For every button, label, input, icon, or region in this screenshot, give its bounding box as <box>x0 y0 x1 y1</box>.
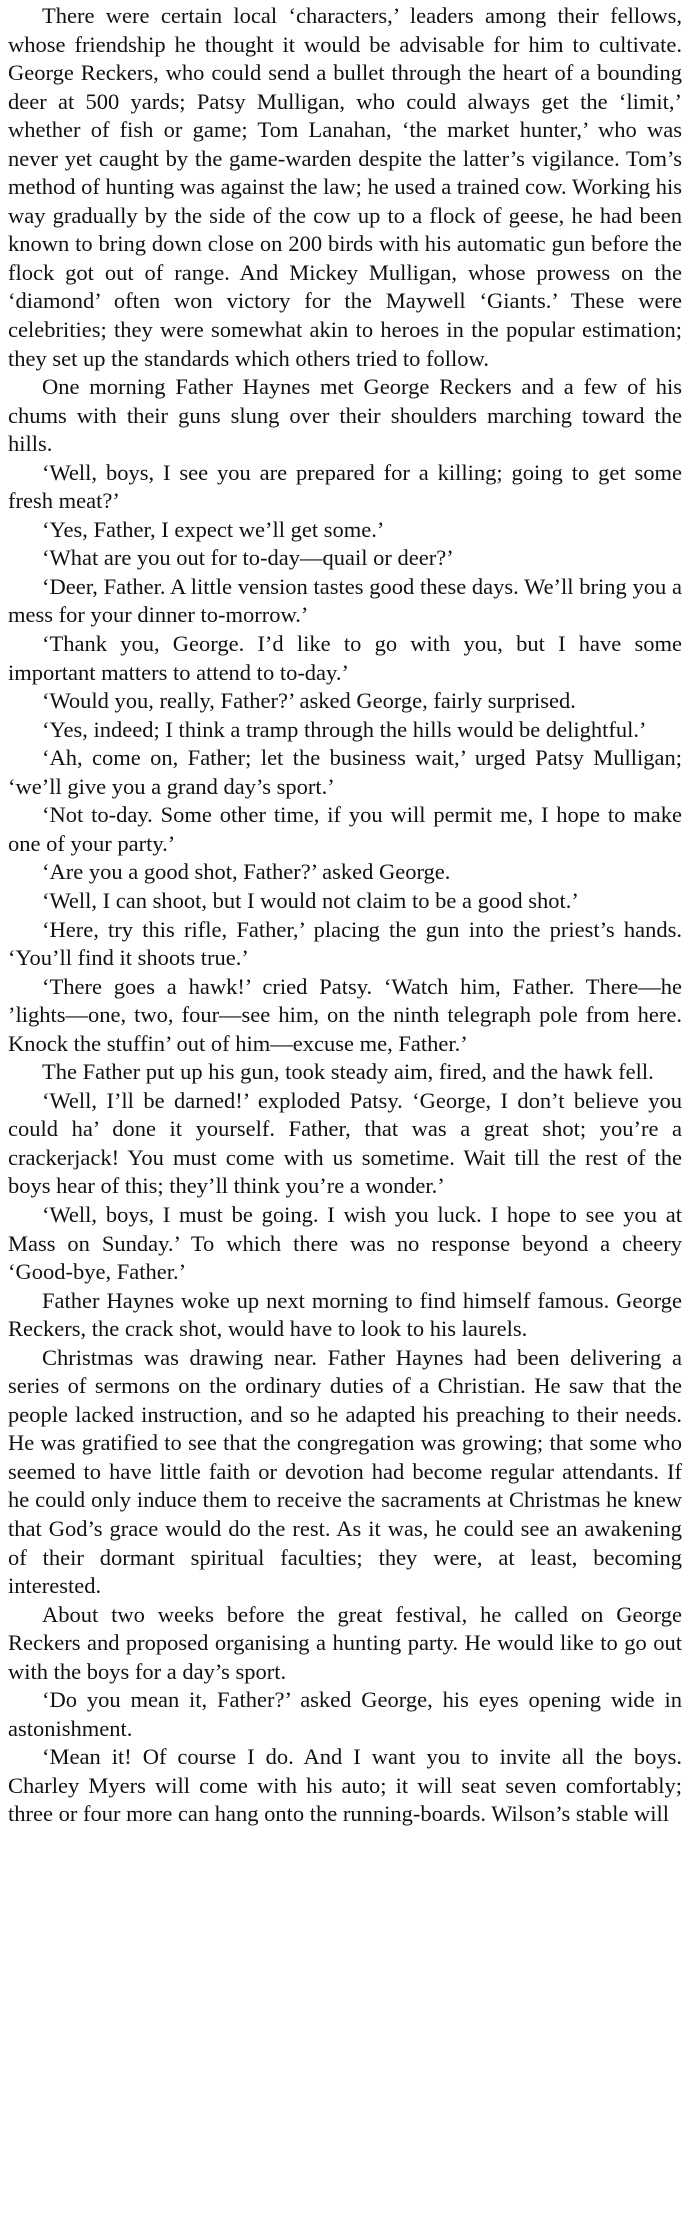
paragraph-dialogue-do-you-mean-it: ‘Do you mean it, Father?’ asked George, his eyes opening wide in astonishment. <box>8 1687 682 1741</box>
paragraph-hunting-party: About two weeks before the great festival, he called on George Reckers and proposed organising a hunting party. He would like to go out with the boys for a day’s sport. <box>8 1601 682 1684</box>
paragraph-dialogue-darned: ‘Well, I’ll be darned!’ exploded Patsy. ‘George, I don’t believe you could ha’ done it yourself. Father, that was a great shot; you’re a crackerjack! You must come with us sometime. Wait till the rest of the boys hear of this; they’ll think you’re a wonder.’ <box>8 1087 682 1199</box>
paragraph-dialogue-not-today: ‘Not to-day. Some other time, if you will permit me, I hope to make one of your party.’ <box>8 802 682 856</box>
paragraph-christmas: Christmas was drawing near. Father Haynes had been delivering a series of sermons on the ordinary duties of a Christian. He saw that the people lacked instruction, and so he adapted his preaching to their needs. He was gratified to see that the congregation was growing; that some who seemed to have little faith or devotion had become regular attendants. If he could only induce them to receive the sacraments at Christmas he knew that God’s grace would do the rest. As it was, he could see an awakening of their dormant spiritual faculties; they were, at least, becoming interested. <box>8 1344 682 1599</box>
paragraph-morning-meeting: One morning Father Haynes met George Reckers and a few of his chums with their guns slung over their shoulders marching toward the hills. <box>8 374 682 457</box>
paragraph-dialogue-can-shoot: ‘Well, I can shoot, but I would not claim to be a good shot.’ <box>42 887 579 913</box>
paragraph-dialogue-come-on: ‘Ah, come on, Father; let the business wait,’ urged Patsy Mulligan; ‘we’ll give you a grand day’s sport.’ <box>8 745 682 799</box>
paragraph-dialogue-expect: ‘Yes, Father, I expect we’ll get some.’ <box>42 516 385 542</box>
paragraph-famous: Father Haynes woke up next morning to find himself famous. George Reckers, the crack shot, would have to look to his laurels. <box>8 1287 682 1342</box>
paragraph-dialogue-vension: ‘Deer, Father. A little vension tastes good these days. We’ll bring you a mess for your dinner to-morrow.’ <box>8 573 682 628</box>
paragraph-dialogue-try-rifle: ‘Here, try this rifle, Father,’ placing the gun into the priest’s hands. ‘You’ll find it shoots true.’ <box>8 916 682 971</box>
paragraph-dialogue-tramp: ‘Yes, indeed; I think a tramp through the hills would be delightful.’ <box>42 716 647 742</box>
paragraph-dialogue-must-be-going: ‘Well, boys, I must be going. I wish you luck. I hope to see you at Mass on Sunday.’ To which there was no response beyond a cheery ‘Good-bye, Father.’ <box>8 1201 682 1285</box>
paragraph-dialogue-hawk: ‘There goes a hawk!’ cried Patsy. ‘Watch him, Father. There—he ’lights—one, two, four—see him, on the ninth telegraph pole from here. Knock the stuffin’ out of him—excuse me, Father.’ <box>8 973 682 1056</box>
paragraph-local-characters: There were certain local ‘characters,’ leaders among their fellows, whose friendship he thought it would be advisable for him to cultivate. George Reckers, who could send a bullet through the heart of a bounding deer at 500 yards; Patsy Mulligan, who could always get the ‘limit,’ whether of fish or game; Tom Lanahan, ‘the market hunter,’ who was never yet caught by the game-warden despite the latter’s vigilance. Tom’s method of hunting was against the law; he used a trained cow. Working his way gradually by the side of the cow up to a flock of geese, he had been known to bring down close on 200 birds with his automatic gun before the flock got out of range. And Mickey Mulligan, whose prowess on the ‘diamond’ often won victory for the Maywell ‘Giants.’ These were celebrities; they were somewhat akin to heroes in the popular estimation; they set up the standards which others tried to follow. <box>8 3 682 371</box>
paragraph-dialogue-good-shot: ‘Are you a good shot, Father?’ asked George. <box>42 859 451 885</box>
paragraph-hawk-fell: The Father put up his gun, took steady aim, fired, and the hawk fell. <box>42 1059 654 1085</box>
paragraph-dialogue-would-you: ‘Would you, really, Father?’ asked George, fairly surprised. <box>42 688 576 714</box>
paragraph-dialogue-thank-you: ‘Thank you, George. I’d like to go with you, but I have some important matters to attend to to-day.’ <box>8 631 682 685</box>
paragraph-dialogue-killing: ‘Well, boys, I see you are prepared for a killing; going to get some fresh meat?’ <box>8 459 682 514</box>
paragraph-dialogue-mean-it: ‘Mean it! Of course I do. And I want you to invite all the boys. Charley Myers will come with his auto; it will seat seven comfortably; three or four more can hang onto the running-boards. Wilson’s stable will <box>8 1744 682 1827</box>
paragraph-dialogue-quail-or-deer: ‘What are you out for to-day—quail or deer?’ <box>42 545 454 571</box>
